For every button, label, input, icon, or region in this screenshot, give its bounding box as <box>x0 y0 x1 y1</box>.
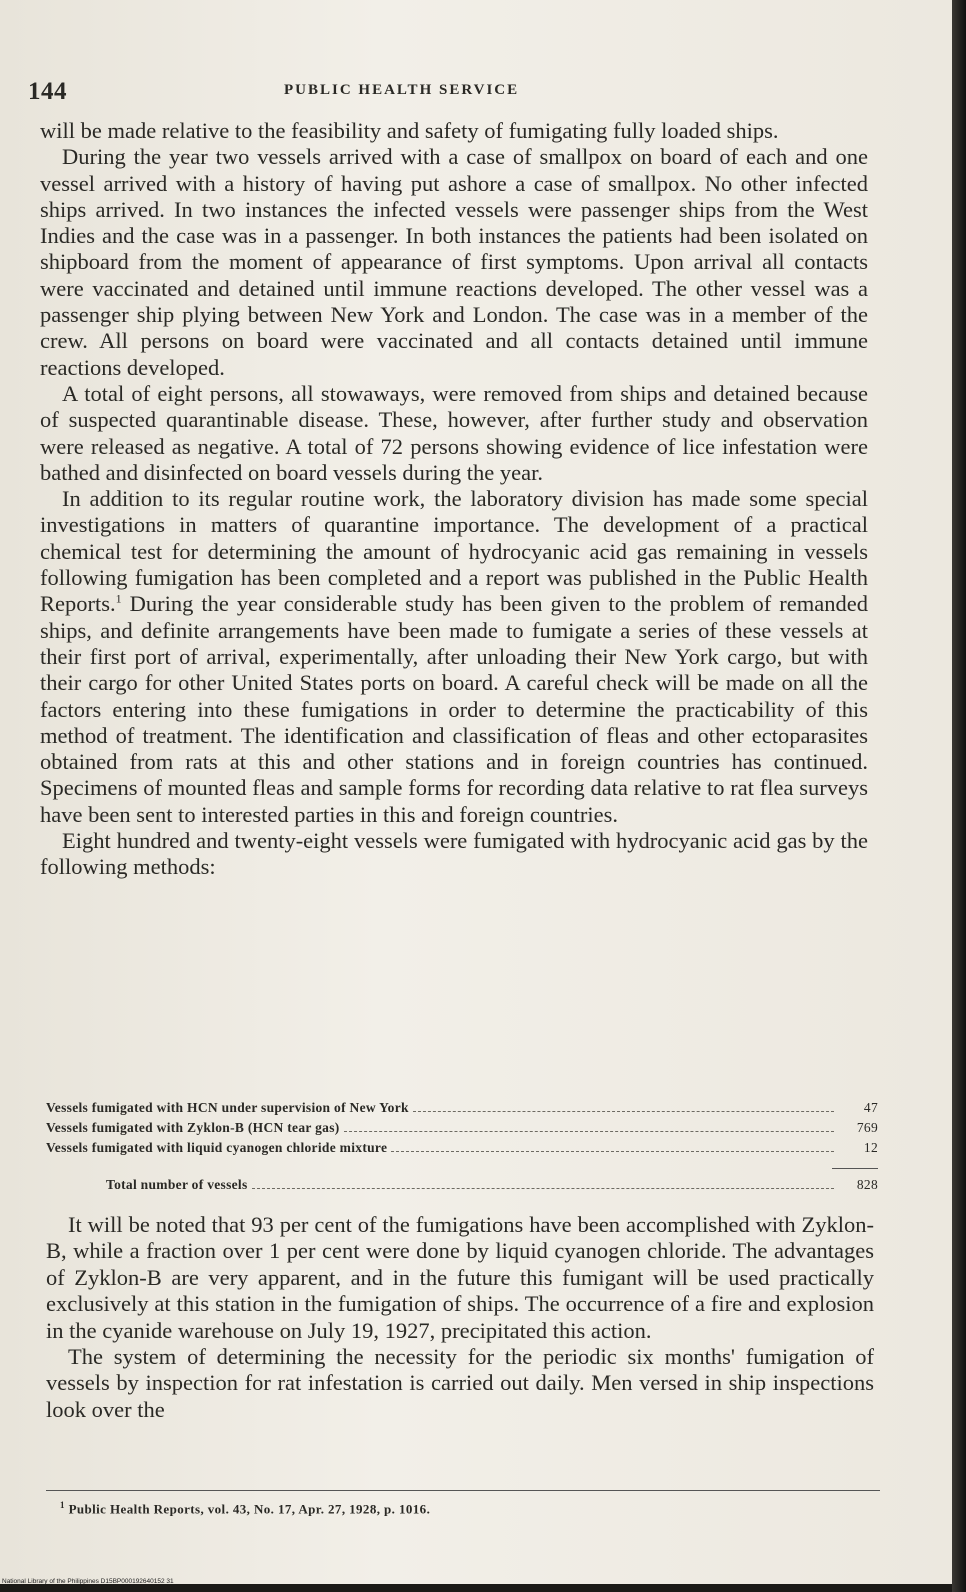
total-label: Total number of vessels <box>106 1177 248 1192</box>
row-label: Vessels fumigated with Zyklon-B (HCN tear gas) <box>46 1120 340 1135</box>
paragraph-laboratory-text-a: In addition to its regular routine work, the laboratory division has made some special investigations in matters of quarantine importance. The development of a practical chemical test for determining the amount of hydrocyanic acid gas remaining in vessels following fumigation has been completed and a report was published in the Public Health Reports. <box>40 486 868 617</box>
footnote-text: Public Health Reports, vol. 43, No. 17, Apr. 27, 1928, p. 1016. <box>68 1501 431 1517</box>
page-edge-shadow <box>952 0 966 1592</box>
fumigation-table <box>46 1100 878 1197</box>
table-row <box>46 1100 878 1120</box>
page-header <box>14 78 874 112</box>
table-row <box>46 1140 878 1160</box>
row-label: Vessels fumigated with liquid cyanogen chloride mixture <box>46 1140 388 1155</box>
paragraph-laboratory <box>40 486 868 828</box>
body-text-bottom <box>46 1212 874 1423</box>
total-rule <box>832 1168 878 1169</box>
paragraph-continued: will be made relative to the feasibility and safety of fumigating fully loaded ships. <box>40 118 779 143</box>
row-label: Vessels fumigated with HCN under supervision of New York <box>46 1100 409 1115</box>
paragraph-zyklon: It will be noted that 93 per cent of the fumigations have been accomplished with Zyklon-B, while a fraction over 1 per cent were done by liquid cyanogen chloride. The advantages of Zyklon-B are very apparent, and in the future this fumigant will be used practically exclusively at this station in the fumigation of ships. The occurrence of a fire and explosion in the cyanide warehouse on July 19, 1927, precipitated this action. <box>46 1212 874 1343</box>
paragraph-smallpox: During the year two vessels arrived with a case of smallpox on board of each and one vessel arrived with a history of having put ashore a case of smallpox. No other infected ships arrived. In two instances the infected vessels were passenger ships from the West Indies and the case was in a passenger. In both instances the patients had been isolated on shipboard from the moment of appearance of first symptoms. Upon arrival all contacts were vaccinated and detained until immune reactions developed. The other vessel was a passenger ship plying between New York and London. The case was in a member of the crew. All persons on board were vaccinated and all contacts detained until immune reactions developed. <box>40 144 868 380</box>
body-text-top <box>40 118 868 881</box>
running-head: PUBLIC HEALTH SERVICE <box>284 82 520 98</box>
paragraph-stowaways: A total of eight persons, all stowaways, were removed from ships and detained because of suspected quarantinable disease. These, however, after further study and observation were released as negative. A total of 72 persons showing evidence of lice infestation were bathed and disinfected on board vessels during the year. <box>40 380 868 485</box>
footnote <box>60 1500 430 1517</box>
footnote-marker: 1 <box>60 1500 65 1510</box>
page-number: 144 <box>28 78 67 105</box>
paragraph-fumigation-intro: Eight hundred and twenty-eight vessels were fumigated with hydrocyanic acid gas by the following methods: <box>40 828 868 880</box>
dot-leader <box>413 1110 834 1112</box>
dot-leader <box>252 1187 834 1189</box>
footnote-reference: 1 <box>115 591 122 606</box>
total-value: 828 <box>856 1177 878 1192</box>
row-value: 12 <box>863 1140 878 1155</box>
footnote-divider <box>46 1490 880 1491</box>
dot-leader <box>344 1130 834 1132</box>
row-value: 47 <box>863 1100 878 1115</box>
table-total-row <box>46 1177 878 1197</box>
row-value: 769 <box>856 1120 878 1135</box>
paragraph-laboratory-text-b: During the year considerable study has been given to the problem of remanded ships, and definite arrangements have been made to fumigate a series of these vessels at their first port of arrival, experimentally, after unloading their New York cargo, but with their cargo for other United States ports on board. A careful check will be made on all the factors entering into these fumigations in order to determine the practicability of this method of treatment. The identification and classification of fleas and other ectoparasites obtained from rats at this and other stations and in foreign countries has continued. Specimens of mounted fleas and sample forms for recording data relative to rat flea surveys have been sent to interested parties in this and foreign countries. <box>40 591 868 827</box>
paragraph-inspection: The system of determining the necessity for the periodic six months' fumigation of vessels by inspection for rat infestation is carried out daily. Men versed in ship inspections look over the <box>46 1344 874 1422</box>
dot-leader <box>391 1150 834 1152</box>
table-row <box>46 1120 878 1140</box>
scan-imprint: National Library of the Philippines D15BP000192640152 31 <box>2 1578 174 1585</box>
